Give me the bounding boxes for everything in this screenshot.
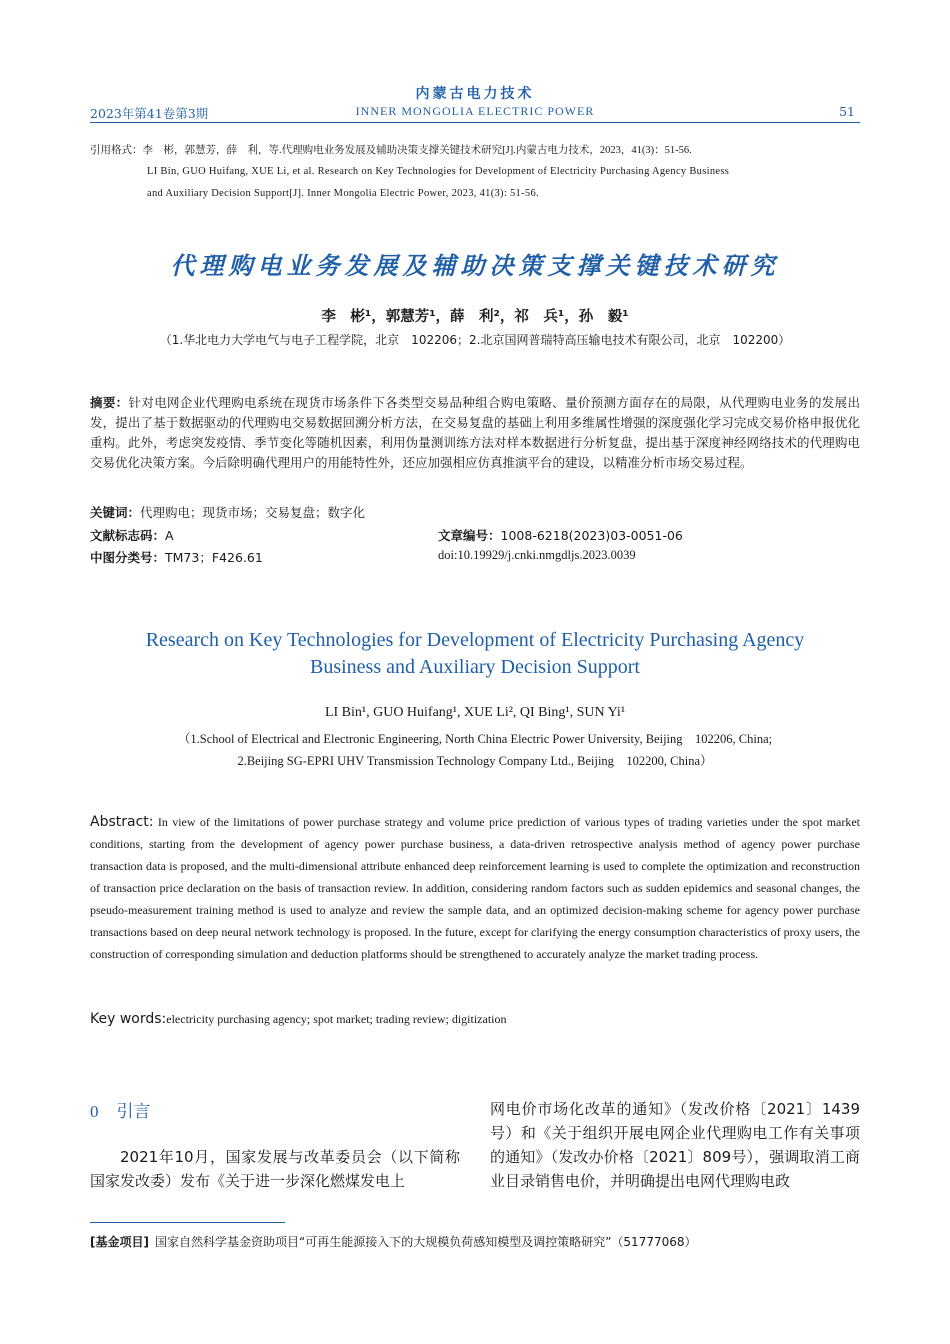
clc-label: 中图分类号： (90, 550, 166, 565)
affiliation-cn: （1.华北电力大学电气与电子工程学院，北京 102206；2.北京国网普瑞特高压输电技术有限公司，北京 102200） (159, 333, 791, 347)
keywords-cn-label: 关键词： (90, 505, 141, 520)
affiliation-en-line1: （1.School of Electrical and Electronic Engineering, North China Electric Power University, Beijing 102206, China; (177, 732, 773, 746)
keywords-en-text: electricity purchasing agency; spot market; trading review; digitization (166, 1012, 507, 1026)
body-text-right-column: 网电价市场化改革的通知》（发改价格〔2021〕1439号）和《关于组织开展电网企业代理购电工作有关事项的通知》（发改办价格〔2021〕809号），强调取消工商业目录销售电价，并明确提出电网代理购电政 (490, 1100, 860, 1190)
journal-name-cn: 内蒙古电力技术 (415, 86, 535, 102)
keywords-en (90, 1008, 860, 1030)
page-number: 51 (839, 104, 855, 119)
abstract-en-label: Abstract: (90, 814, 154, 830)
document-code (90, 526, 174, 544)
article-number (438, 526, 683, 544)
footnote-divider (90, 1222, 285, 1223)
section-number: 0 (90, 1102, 99, 1121)
citation-cn: 引用格式：李 彬，郭慧芳，薛 利，等.代理购电业务发展及辅助决策支撑关键技术研究[J].内蒙古电力技术，2023，41(3)：51-56. (90, 145, 692, 156)
header-divider (90, 122, 860, 123)
affiliation-en-line2: 2.Beijing SG-EPRI UHV Transmission Technology Company Ltd., Beijing 102200, China） (237, 754, 713, 768)
abstract-cn (90, 393, 860, 473)
funding-note (90, 1233, 860, 1250)
abstract-en-text: In view of the limitations of power purchase strategy and volume price prediction of various types of trading varieties under the spot market conditions, starting from the development of agency power purchase business, a data-driven retrospective analysis method of agency power purchase transaction data is proposed, and the multi-dimensional attribute enhanced deep reinforcement learning is used to complete the optimization and reconstruction of transaction price declaration on the basis of transaction review. In addition, considering random factors such as sudden epidemics and seasonal changes, the pseudo-measurement training method is used to analyze and review the sample data, and an optimized decision-making scheme for agency power purchase transactions based on deep neural network technology is proposed. In the future, except for clarifying the energy consumption characteristics of proxy users, the construction of corresponding simulation and deduction platforms should be strengthened to accurately analyze the market trading process. (90, 815, 861, 961)
abstract-en (90, 811, 860, 965)
body-text-left-column: 2021年10月，国家发展与改革委员会（以下简称国家发改委）发布《关于进一步深化燃煤发电上 (90, 1148, 460, 1190)
section-heading (90, 1097, 151, 1122)
abstract-cn-label: 摘要： (90, 395, 129, 410)
authors-en: LI Bin¹, GUO Huifang¹, XUE Li², QI Bing¹, SUN Yi¹ (324, 705, 626, 720)
keywords-cn-text: 代理购电；现货市场；交易复盘；数字化 (140, 505, 366, 520)
journal-name-en: INNER MONGOLIA ELECTRIC POWER (355, 104, 595, 118)
citation-en-line1: LI Bin, GUO Huifang, XUE Li, et al. Research on Key Technologies for Development of Electricity Purchasing Agency Business (147, 166, 730, 177)
doc-code-label: 文献标志码： (90, 528, 166, 543)
authors-cn: 李 彬¹，郭慧芳¹，薛 利²，祁 兵¹，孙 毅¹ (321, 309, 629, 325)
keywords-cn (90, 503, 860, 523)
article-no-value: 1008-6218(2023)03-0051-06 (500, 528, 683, 543)
paper-title-en-line2: Business and Auxiliary Decision Support (310, 656, 640, 678)
doi: doi:10.19929/j.cnki.nmgdljs.2023.0039 (438, 548, 636, 562)
section-title: 引言 (116, 1102, 151, 1122)
doc-code-value: A (165, 528, 174, 543)
funding-text: 国家自然科学基金资助项目“可再生能源接入下的大规模负荷感知模型及调控策略研究”（51777068） (154, 1235, 697, 1249)
article-no-label: 文章编号： (438, 528, 501, 543)
paper-title-en-line1: Research on Key Technologies for Development of Electricity Purchasing Agency (145, 629, 805, 651)
clc-value: TM73；F426.61 (165, 550, 263, 565)
classification-code (90, 548, 263, 566)
citation-en-line2: and Auxiliary Decision Support[J]. Inner Mongolia Electric Power, 2023, 41(3): 51-56. (147, 188, 539, 199)
issue-info: 2023年第41卷第3期 (90, 106, 209, 121)
paper-title-cn: 代理购电业务发展及辅助决策支撑关键技术研究 (170, 252, 780, 280)
abstract-cn-text: 针对电网企业代理购电系统在现货市场条件下各类型交易品种组合购电策略、量价预测方面存在的局限，从代理购电业务的发展出发，提出了基于数据驱动的代理购电交易数据回溯分析方法，在交易复盘的基础上利用多维属性增强的深度强化学习完成交易价格申报优化重构。此外，考虑突发疫情、季节变化等随机因素，利用伪量测训练方法对样本数据进行分析复盘，提出基于深度神经网络技术的代理购电交易优化决策方案。今后除明确代理用户的用能特性外，还应加强相应仿真推演平台的建设，以精准分析市场交易过程。 (90, 395, 860, 470)
keywords-en-label: Key words: (90, 1011, 167, 1027)
funding-label: [基金项目] (90, 1235, 149, 1249)
